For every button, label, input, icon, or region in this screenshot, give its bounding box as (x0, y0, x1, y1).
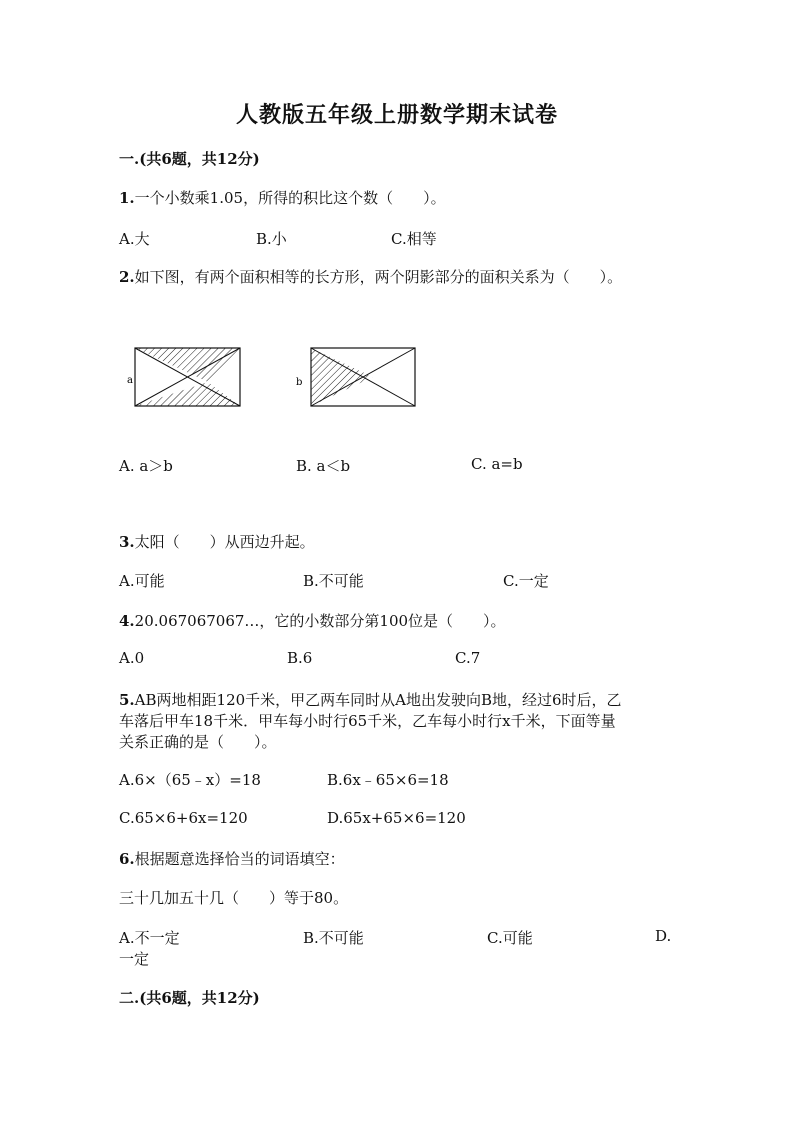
q5-option-d[interactable]: D.65x+65×6=120 (327, 809, 466, 827)
section-heading-1: 一.(共6题，共12分) (119, 150, 260, 168)
question-6 (119, 848, 345, 869)
question-number: 1. (119, 189, 135, 207)
q1-option-b[interactable]: B.小 (256, 230, 287, 248)
question-text-line1: AB两地相距120千米，甲乙两车同时从A地出发驶向B地，经过6时后，乙 (134, 691, 622, 709)
section-heading-2: 二.(共6题，共12分) (119, 989, 260, 1007)
q4-option-c[interactable]: C.7 (455, 649, 481, 667)
question-4 (119, 610, 506, 631)
label-a: a (127, 375, 133, 386)
question-2 (119, 266, 622, 287)
question-3 (119, 531, 315, 552)
question-5 (119, 689, 622, 710)
question-6-sub: 三十几加五十几（ ）等于80。 (119, 889, 349, 907)
question-text: 一个小数乘1.05，所得的积比这个数（ ）。 (134, 189, 446, 207)
question-5-line3: 关系正确的是（ ）。 (119, 733, 277, 751)
q6-option-d-text[interactable]: 一定 (119, 950, 150, 968)
q6-option-b[interactable]: B.不可能 (303, 929, 364, 947)
question-1 (119, 187, 446, 208)
q1-option-a[interactable]: A.大 (119, 230, 150, 248)
question-number: 5. (119, 691, 135, 709)
q4-option-b[interactable]: B.6 (287, 649, 313, 667)
q2-option-c[interactable]: C. a=b (471, 455, 523, 473)
q6-option-c[interactable]: C.可能 (487, 929, 533, 947)
q5-option-a[interactable]: A.6×（65﹣x）=18 (119, 771, 261, 789)
question-number: 3. (119, 533, 135, 551)
question-5-line2: 车落后甲车18千米．甲车每小时行65千米，乙车每小时行x千米，下面等量 (119, 712, 616, 730)
q6-option-d[interactable]: D. (655, 927, 672, 945)
rectangle-a (135, 348, 240, 406)
question-number: 4. (119, 612, 135, 630)
question-number: 6. (119, 850, 135, 868)
q5-option-b[interactable]: B.6x﹣65×6=18 (327, 771, 449, 789)
page-title: 人教版五年级上册数学期末试卷 (235, 102, 558, 128)
q3-option-c[interactable]: C.一定 (503, 572, 549, 590)
question-number: 2. (119, 268, 135, 286)
question-text: 根据题意选择恰当的词语填空： (134, 850, 345, 868)
q3-option-b[interactable]: B.不可能 (303, 572, 364, 590)
question-text: 20.067067067…，它的小数部分第100位是（ ）。 (134, 612, 506, 630)
q1-option-c[interactable]: C.相等 (391, 230, 437, 248)
question-text: 太阳（ ）从西边升起。 (134, 533, 315, 551)
q4-option-a[interactable]: A.0 (119, 649, 145, 667)
question-text: 如下图，有两个面积相等的长方形，两个阴影部分的面积关系为（ ）。 (134, 268, 623, 286)
q3-option-a[interactable]: A.可能 (119, 572, 165, 590)
q2-option-b[interactable]: B. a＜b (296, 457, 351, 475)
rectangle-b (311, 348, 415, 406)
q5-option-c[interactable]: C.65×6+6x=120 (119, 809, 248, 827)
rectangles-figure (120, 340, 430, 415)
q6-option-a[interactable]: A.不一定 (119, 929, 180, 947)
label-b: b (296, 377, 303, 388)
q2-option-a[interactable]: A. a＞b (119, 457, 173, 475)
